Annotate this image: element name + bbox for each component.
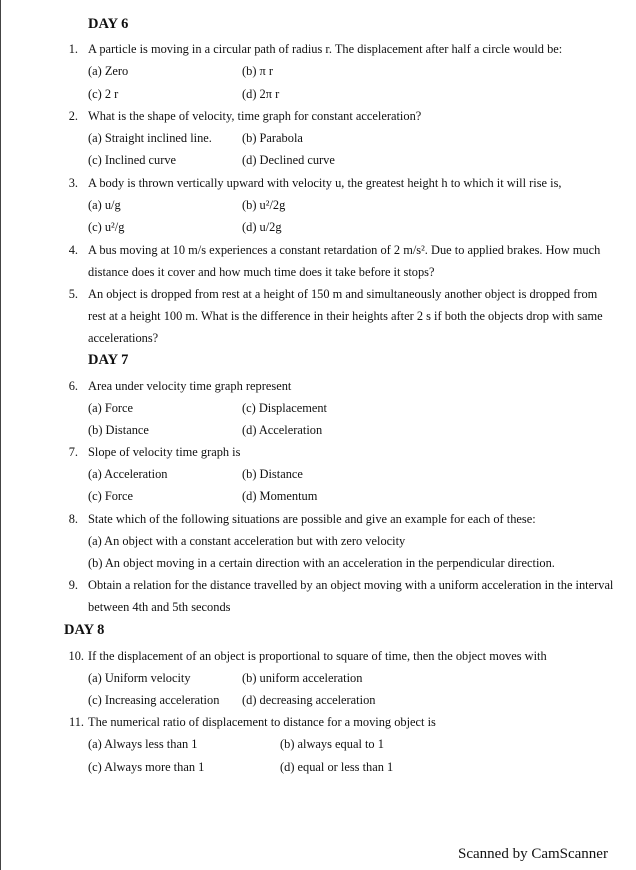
option: (c) Displacement (242, 401, 327, 415)
option: (c) 2 r (88, 87, 119, 101)
question-number: 10. (68, 649, 84, 663)
camscanner-watermark: Scanned by CamScanner (458, 846, 608, 862)
option: (c) u²/g (88, 220, 125, 234)
question-text: State which of the following situations are possible and give an example for each of these: (88, 512, 536, 526)
day-heading: DAY 6 (88, 16, 129, 32)
question-number: 7. (68, 445, 78, 459)
option: (a) Uniform velocity (88, 671, 191, 685)
question-number: 8. (68, 512, 78, 526)
option: (c) Force (88, 489, 134, 503)
question-text: The numerical ratio of displacement to distance for a moving object is (88, 715, 436, 729)
option: (d) u/2g (242, 220, 282, 234)
option: (b) Distance (242, 467, 303, 481)
question-text: What is the shape of velocity, time graph for constant acceleration? (88, 109, 422, 123)
question-number: 9. (68, 578, 78, 592)
day-heading: DAY 8 (64, 622, 105, 638)
sub-question: (b) An object moving in a certain direction with an acceleration in the perpendicular direction. (88, 556, 555, 570)
option: (b) Distance (88, 423, 149, 437)
option: (d) Declined curve (242, 153, 335, 167)
option: (d) decreasing acceleration (242, 693, 376, 707)
option: (a) Zero (88, 64, 129, 78)
option: (a) Straight inclined line. (88, 131, 212, 145)
question-text: rest at a height 100 m. What is the difference in their heights after 2 s if both the objects drop with same (88, 309, 603, 323)
option: (b) π r (242, 64, 274, 78)
question-text: A particle is moving in a circular path of radius r. The displacement after half a circle would be: (88, 42, 563, 56)
option: (a) Force (88, 401, 134, 415)
question-text: accelerations? (88, 331, 159, 345)
option: (c) Increasing acceleration (88, 693, 220, 707)
option: (b) always equal to 1 (280, 737, 384, 751)
option: (c) Inclined curve (88, 153, 177, 167)
question-number: 11. (68, 715, 84, 729)
question-number: 3. (68, 176, 78, 190)
option: (a) Always less than 1 (88, 737, 198, 751)
page-left-edge (0, 0, 1, 870)
sub-question: (a) An object with a constant acceleration but with zero velocity (88, 534, 406, 548)
option: (b) u²/2g (242, 198, 286, 212)
question-number: 6. (68, 379, 78, 393)
question-text: An object is dropped from rest at a height of 150 m and simultaneously another object is dropped from (88, 287, 598, 301)
option: (a) Acceleration (88, 467, 168, 481)
option: (d) 2π r (242, 87, 280, 101)
option: (c) Always more than 1 (88, 760, 205, 774)
question-text: Area under velocity time graph represent (88, 379, 292, 393)
question-text: distance does it cover and how much time does it take before it stops? (88, 265, 435, 279)
day-heading: DAY 7 (88, 352, 129, 368)
question-number: 2. (68, 109, 78, 123)
option: (a) u/g (88, 198, 121, 212)
option: (b) Parabola (242, 131, 303, 145)
option: (d) Momentum (242, 489, 318, 503)
question-text: Slope of velocity time graph is (88, 445, 241, 459)
question-text: A bus moving at 10 m/s experiences a constant retardation of 2 m/s². Due to applied brakes. How much (88, 243, 601, 257)
question-number: 1. (68, 42, 78, 56)
option: (d) equal or less than 1 (280, 760, 394, 774)
question-number: 4. (68, 243, 78, 257)
option: (b) uniform acceleration (242, 671, 363, 685)
option: (d) Acceleration (242, 423, 323, 437)
question-number: 5. (68, 287, 78, 301)
question-text: between 4th and 5th seconds (88, 600, 231, 614)
question-text: If the displacement of an object is proportional to square of time, then the object moves with (88, 649, 547, 663)
question-text: Obtain a relation for the distance travelled by an object moving with a uniform acceleration in the interval (88, 578, 614, 592)
question-text: A body is thrown vertically upward with velocity u, the greatest height h to which it will rise is, (88, 176, 562, 190)
